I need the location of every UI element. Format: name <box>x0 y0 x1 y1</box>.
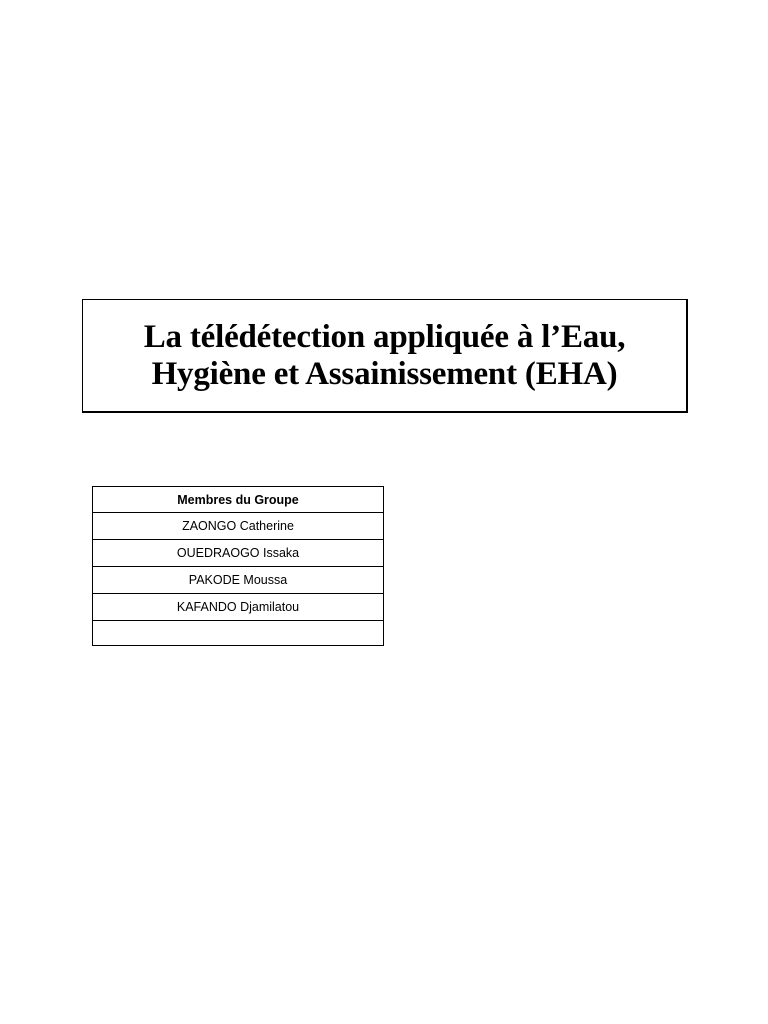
document-title-line-2: Hygiène et Assainissement (EHA) <box>151 355 618 392</box>
table-row <box>93 540 384 567</box>
member-name: PAKODE Moussa <box>93 567 384 594</box>
member-name-empty <box>93 621 384 646</box>
member-name: ZAONGO Catherine <box>93 513 384 540</box>
members-table <box>92 486 384 646</box>
members-header: Membres du Groupe <box>93 487 384 513</box>
table-row <box>93 567 384 594</box>
table-row-empty <box>93 621 384 646</box>
table-header-row <box>93 487 384 513</box>
member-name: KAFANDO Djamilatou <box>93 594 384 621</box>
table-row <box>93 513 384 540</box>
member-name: OUEDRAOGO Issaka <box>93 540 384 567</box>
document-title-line-1: La télédétection appliquée à l’Eau, <box>143 318 626 355</box>
title-box <box>82 299 688 413</box>
table-row <box>93 594 384 621</box>
